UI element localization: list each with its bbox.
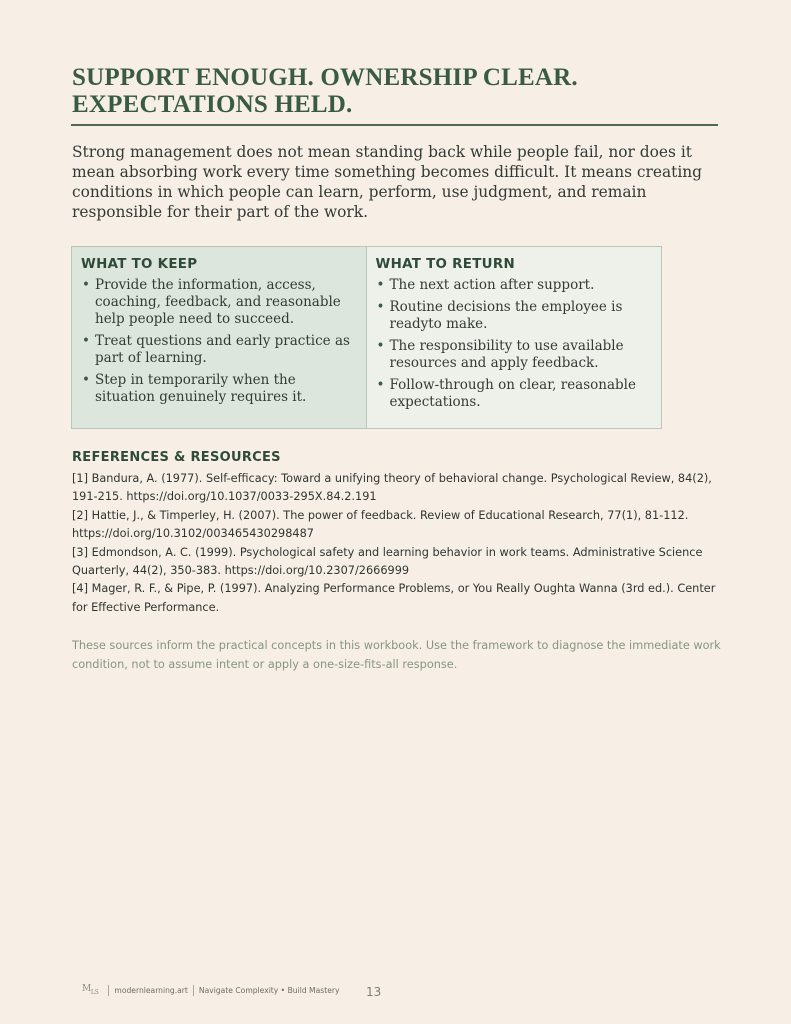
logo-sub: LS: [90, 988, 99, 996]
return-item: [376, 338, 654, 372]
return-column: [367, 247, 662, 428]
references-note: These sources inform the practical concepts in this workbook. Use the framework to diagnose the immediate work condition, not to assume intent or apply a one-size-fits-all response.: [72, 639, 721, 671]
footer: [82, 983, 339, 997]
footer-divider: [108, 985, 109, 996]
return-item: [376, 377, 654, 411]
keep-list: [81, 277, 358, 406]
footer-site: modernlearning.art: [114, 985, 188, 995]
reference-item: [3] Edmondson, A. C. (1999). Psychological safety and learning behavior in work teams. Administrative Science Quarterly, 44(2), 350-383. https://doi.org/10.2307/2666999: [72, 545, 703, 578]
keep-item: [81, 333, 358, 367]
footer-tagline: Navigate Complexity • Build Mastery: [198, 985, 340, 995]
bullet-icon: •: [82, 277, 90, 293]
brand-logo: [82, 984, 98, 996]
keep-item: [81, 277, 358, 328]
return-item-text: The responsibility to use available resources and apply feedback.: [389, 338, 624, 371]
page-title-line-2: EXPECTATIONS HELD.: [72, 91, 353, 118]
page-number: 13: [366, 985, 382, 999]
reference-item: [1] Bandura, A. (1977). Self-efficacy: Toward a unifying theory of behavioral change. Psychological Review, 84(2), 191-215. https://doi.org/10.1037/0033-295X.84.2.191: [72, 472, 712, 504]
page-title-line-1: SUPPORT ENOUGH. OWNERSHIP CLEAR.: [72, 64, 578, 91]
footer-divider: [193, 985, 194, 996]
title-divider: [71, 124, 718, 126]
bullet-icon: •: [376, 299, 385, 315]
return-item: [376, 299, 654, 333]
bullet-icon: •: [376, 377, 385, 393]
return-heading: WHAT TO RETURN: [375, 257, 515, 272]
keep-item: [81, 372, 358, 406]
bullet-icon: •: [82, 372, 90, 388]
references-heading: REFERENCES & RESOURCES: [72, 450, 281, 465]
keep-item-text: Step in temporarily when the situation genuinely requires it.: [95, 372, 307, 405]
references-list: [72, 470, 722, 617]
return-item: [376, 277, 654, 294]
bullet-icon: •: [376, 277, 385, 293]
return-list: [376, 277, 654, 411]
keep-item-text: Treat questions and early practice as part of learning.: [95, 333, 350, 366]
bullet-icon: •: [376, 338, 385, 354]
return-item-text: The next action after support.: [389, 277, 595, 293]
page-title: [72, 64, 718, 118]
keep-item-text: Provide the information, access, coaching, feedback, and reasonable help people need to succeed.: [95, 277, 341, 327]
return-item-text: Routine decisions the employee is readyto make.: [389, 299, 623, 332]
keep-column: [72, 247, 367, 428]
return-item-text: Follow-through on clear, reasonable expectations.: [389, 377, 636, 410]
bullet-icon: •: [82, 333, 90, 349]
keep-heading: WHAT TO KEEP: [81, 257, 198, 272]
keep-return-table: [71, 246, 662, 429]
intro-paragraph: Strong management does not mean standing back while people fail, nor does it mean absorbing work every time something becomes difficult. It means creating conditions in which people can learn, perform, use judgment, and remain responsible for their part of the work.: [72, 143, 703, 221]
logo-main: M: [82, 984, 91, 995]
reference-item: [4] Mager, R. F., & Pipe, P. (1997). Analyzing Performance Problems, or You Really Oughta Wanna (3rd ed.). Center for Effective Performance.: [72, 582, 716, 614]
reference-item: [2] Hattie, J., & Timperley, H. (2007). The power of feedback. Review of Educational Research, 77(1), 81-112. https://doi.org/10.3102/003465430298487: [72, 508, 689, 541]
